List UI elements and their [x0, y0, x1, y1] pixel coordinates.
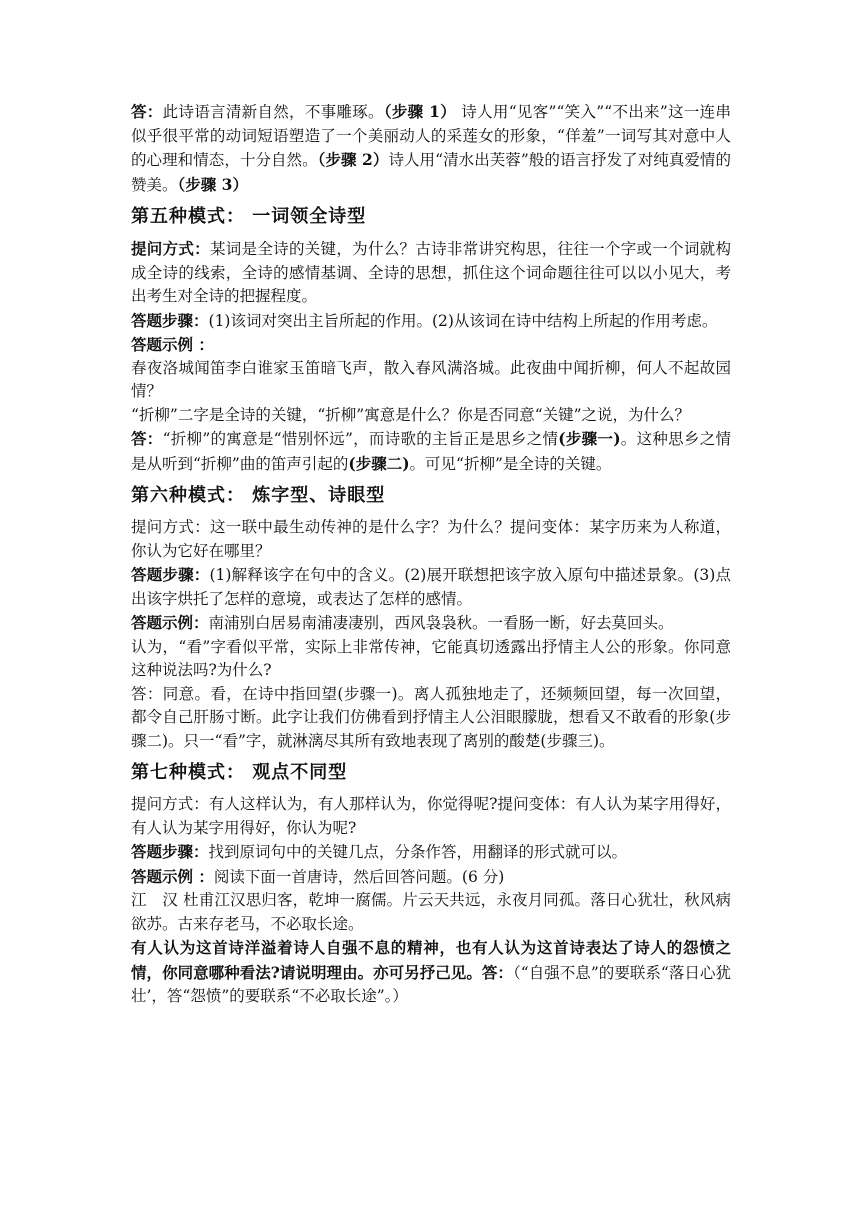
ask-text: 某词是全诗的关键，为什么？古诗非常讲究构思，往往一个字或一个词就构成全诗的线索，全诗的感情基调、全诗的思想，抓住这个词命题往往可以以小见大，考出考生对全诗的把握程度。 [131, 240, 731, 305]
s5-question: “折柳”二字是全诗的关键，“折柳”寓意是什么？你是否同意“关键”之说，为什么？ [131, 405, 691, 424]
s6-steps [131, 563, 731, 611]
steps-text: (1)解释该字在句中的含义。(2)展开联想把该字放入原句中描述景象。(3)点出该字烘托了怎样的意境，或表达了怎样的感情。 [131, 566, 731, 608]
step-label: (步骤二) [348, 453, 410, 473]
intro-answer [131, 100, 731, 197]
step-label: （步骤 3） [177, 174, 248, 194]
s5-ask [131, 237, 731, 309]
answer-label: 答： [131, 429, 163, 448]
answer-text: 诗人用“清水出芙蓉”般的语言抒发了对纯真爱情的赞美。 [131, 151, 731, 194]
answer-text: （“自强不息”的要联系“落日心犹壮’，答“怨愤”的要联系“不必取长途”。） [131, 963, 731, 1005]
s7-question-answer [131, 936, 731, 1009]
example-text: 南浦别白居易南浦凄凄别，西风袅袅秋。一看肠一断，好去莫回头。 [208, 614, 674, 632]
answer-label: 答： [131, 102, 163, 121]
s7-example [131, 865, 731, 890]
step-label: (步骤一) [558, 429, 621, 448]
section-heading-5: 第五种模式： 一词领全诗型 [131, 206, 367, 227]
example-text: 阅读下面一首唐诗，然后回答问题。(6 分) [213, 867, 505, 886]
steps-text: (1)该词对突出主旨所起的作用。(2)从该词在诗中结构上所起的作用考虑。 [208, 311, 718, 330]
answer-text: “折柳”的寓意是“惜别怀远”，而诗歌的主旨正是思乡之情 [162, 430, 559, 448]
s6-example [131, 611, 731, 636]
s7-ask: 提问方式：有人这样认为，有人那样认为，你觉得呢?提问变体：有人认为某字用得好，有人认为某字用得好，你认为呢? [131, 795, 731, 837]
answer-text: 诗人用“见客”“笑入”“不出来”这一连串似乎很平常的动词短语塑造了一个美丽动人的采莲女的形象，“佯羞”一词写其对意中人的心理和情态，十分自然。 [131, 103, 731, 169]
step-label: （步骤 2） [317, 150, 389, 169]
answer-text: 。这种思乡之情是从听到“折柳”曲的笛声引起的 [131, 430, 731, 473]
question-text: 有人认为这首诗洋溢着诗人自强不息的精神，也有人认为这首诗表达了诗人的怨愤之情，你同意哪种看法?请说明理由。亦可另抒己见。答： [131, 938, 731, 982]
example-label: 答题示例 ： [131, 866, 214, 886]
answer-text: 。可见“折柳”是全诗的关键。 [409, 454, 612, 473]
s6-question: 认为，“看”字看似平常，实际上非常传神，它能真切透露出抒情主人公的形象。你同意这种说法吗?为什么? [131, 637, 731, 679]
s5-poem: 春夜洛城闻笛李白谁家玉笛暗飞声，散入春风满洛城。此夜曲中闻折柳，何人不起故园情？ [131, 358, 731, 400]
steps-label: 答题步骤： [131, 842, 209, 861]
answer-text: 此诗语言清新自然，不事雕琢。 [162, 103, 384, 121]
s6-answer: 答：同意。看，在诗中指回望(步骤一)。离人孤独地走了，还频频回望，每一次回望，都令自己肝肠寸断。此字让我们仿佛看到抒情主人公泪眼朦胧，想看又不敢看的形象(步骤二)。只一“看”字，就淋漓尽其所有致地表现了离别的酸楚(步骤三)。 [131, 684, 731, 750]
s5-steps [131, 309, 731, 334]
document-page [131, 100, 731, 1009]
s6-ask: 提问方式：这一联中最生动传神的是什么字？为什么？提问变体：某字历来为人称道，你认为它好在哪里？ [131, 518, 731, 560]
s5-answer [131, 427, 731, 476]
steps-label: 答题步骤： [131, 310, 209, 330]
section-heading-6: 第六种模式： 炼字型、诗眼型 [131, 485, 386, 506]
example-label: 答题示例： [131, 613, 209, 632]
s5-example-label: 答题示例 ： [131, 335, 214, 354]
steps-label: 答题步骤： [131, 565, 210, 584]
s7-poem: 江 汉 杜甫江汉思归客，乾坤一腐儒。片云天共远，永夜月同孤。落日心犹壮，秋风病欲苏。古来存老马，不必取长途。 [131, 891, 731, 933]
steps-text: 找到原词句中的关键几点，分条作答，用翻译的形式就可以。 [208, 843, 628, 861]
step-label: （步骤 1） [383, 102, 457, 121]
ask-label: 提问方式： [131, 239, 210, 258]
s7-steps [131, 840, 731, 865]
section-heading-7: 第七种模式： 观点不同型 [131, 762, 348, 783]
